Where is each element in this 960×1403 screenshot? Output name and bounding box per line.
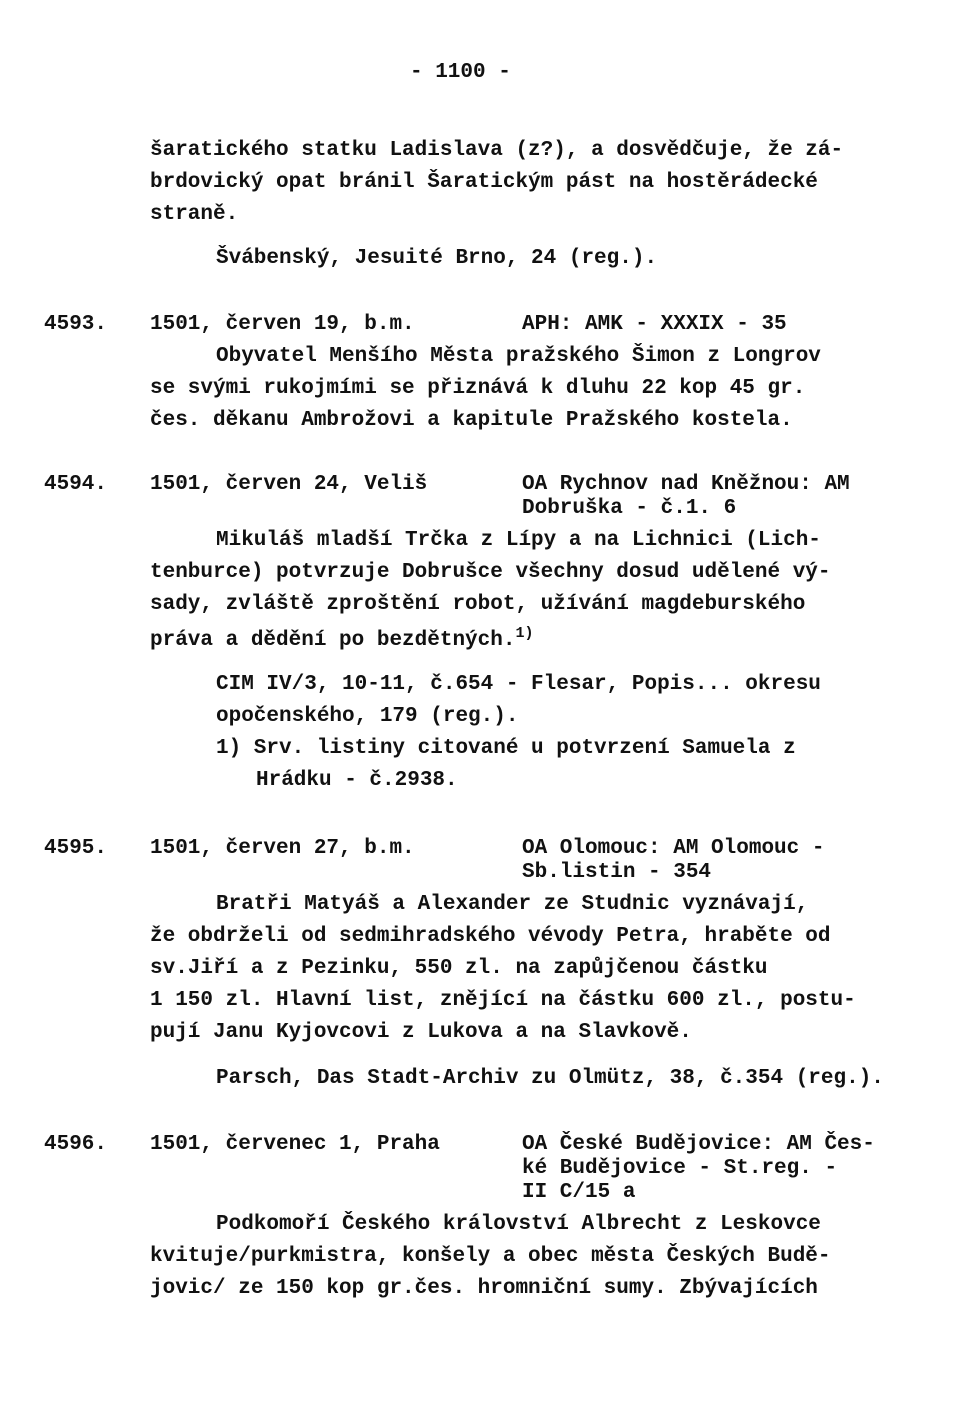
entry-text-line: Bratři Matyáš a Alexander ze Studnic vyznávají, — [216, 893, 809, 916]
footnote-line: Hrádku - č.2938. — [256, 769, 458, 792]
entry-text-line: sv.Jiří a z Pezinku, 550 zl. na zapůjčenou částku — [150, 957, 768, 980]
entry-archive: APH: AMK - XXXIX - 35 — [522, 313, 787, 336]
entry-archive: Dobruška - č.1. 6 — [522, 497, 737, 520]
entry-source: opočenského, 179 (reg.). — [216, 705, 519, 728]
entry-number: 4594. — [44, 473, 108, 496]
footnote-mark: 1) — [515, 625, 534, 642]
entry-number: 4595. — [44, 837, 108, 860]
intro-line: straně. — [150, 203, 239, 226]
entry-text-line: čes. děkanu Ambrožovi a kapitule Pražského kostela. — [150, 409, 793, 432]
entry-archive: ké Budějovice - St.reg. - — [522, 1157, 838, 1180]
entry-text-line: Mikuláš mladší Trčka z Lípy a na Lichnici (Lich- — [216, 529, 821, 552]
entry-text-line: pují Janu Kyjovcovi z Lukova a na Slavkově. — [150, 1021, 692, 1044]
entry-text-line — [150, 626, 533, 651]
entry-date: 1501, červen 27, b.m. — [150, 837, 415, 860]
intro-line: šaratického statku Ladislava (z?), a dosvědčuje, že zá- — [150, 139, 844, 162]
entry-text-line: sady, zvláště zproštění robot, užívání magdeburského — [150, 593, 806, 616]
intro-line: brdovický opat bránil Šaratickým pást na hostěrádecké — [150, 171, 818, 194]
entry-source: Parsch, Das Stadt-Archiv zu Olmütz, 38, č.354 (reg.). — [216, 1067, 884, 1090]
entry-archive: OA České Budějovice: AM Čes- — [522, 1133, 875, 1156]
entry-text-line: 1 150 zl. Hlavní list, znějící na částku 600 zl., postu- — [150, 989, 856, 1012]
entry-archive: OA Rychnov nad Kněžnou: AM — [522, 473, 850, 496]
entry-text-line: se svými rukojmími se přiznává k dluhu 22 kop 45 gr. — [150, 377, 806, 400]
intro-source: Švábenský, Jesuité Brno, 24 (reg.). — [216, 247, 658, 270]
entry-date: 1501, červen 19, b.m. — [150, 313, 415, 336]
entry-archive: OA Olomouc: AM Olomouc - — [522, 837, 825, 860]
entry-text-line: kvituje/purkmistra, konšely a obec města Českých Budě- — [150, 1245, 831, 1268]
entry-date: 1501, červen 24, Veliš — [150, 473, 428, 496]
entry-text-line: jovic/ ze 150 kop gr.čes. hromniční sumy. Zbývajících — [150, 1277, 818, 1300]
footnote-line: 1) Srv. listiny citované u potvrzení Samuela z — [216, 737, 796, 760]
entry-archive: II C/15 a — [522, 1181, 636, 1204]
entry-number: 4596. — [44, 1133, 108, 1156]
page-number: - 1100 - — [410, 61, 511, 84]
entry-text-line: tenburce) potvrzuje Dobrušce všechny dosud udělené vý- — [150, 561, 831, 584]
entry-date: 1501, červenec 1, Praha — [150, 1133, 440, 1156]
entry-text-line: že obdrželi od sedmihradského vévody Petra, hraběte od — [150, 925, 831, 948]
entry-source: CIM IV/3, 10-11, č.654 - Flesar, Popis... okresu — [216, 673, 821, 696]
entry-text-span: práva a dědění po bezdětných. — [150, 629, 516, 652]
entry-text-line: Podkomoří Českého království Albrecht z Leskovce — [216, 1213, 821, 1236]
entry-archive: Sb.listin - 354 — [522, 861, 712, 884]
entry-number: 4593. — [44, 313, 108, 336]
entry-text-line: Obyvatel Menšího Města pražského Šimon z Longrov — [216, 345, 821, 368]
